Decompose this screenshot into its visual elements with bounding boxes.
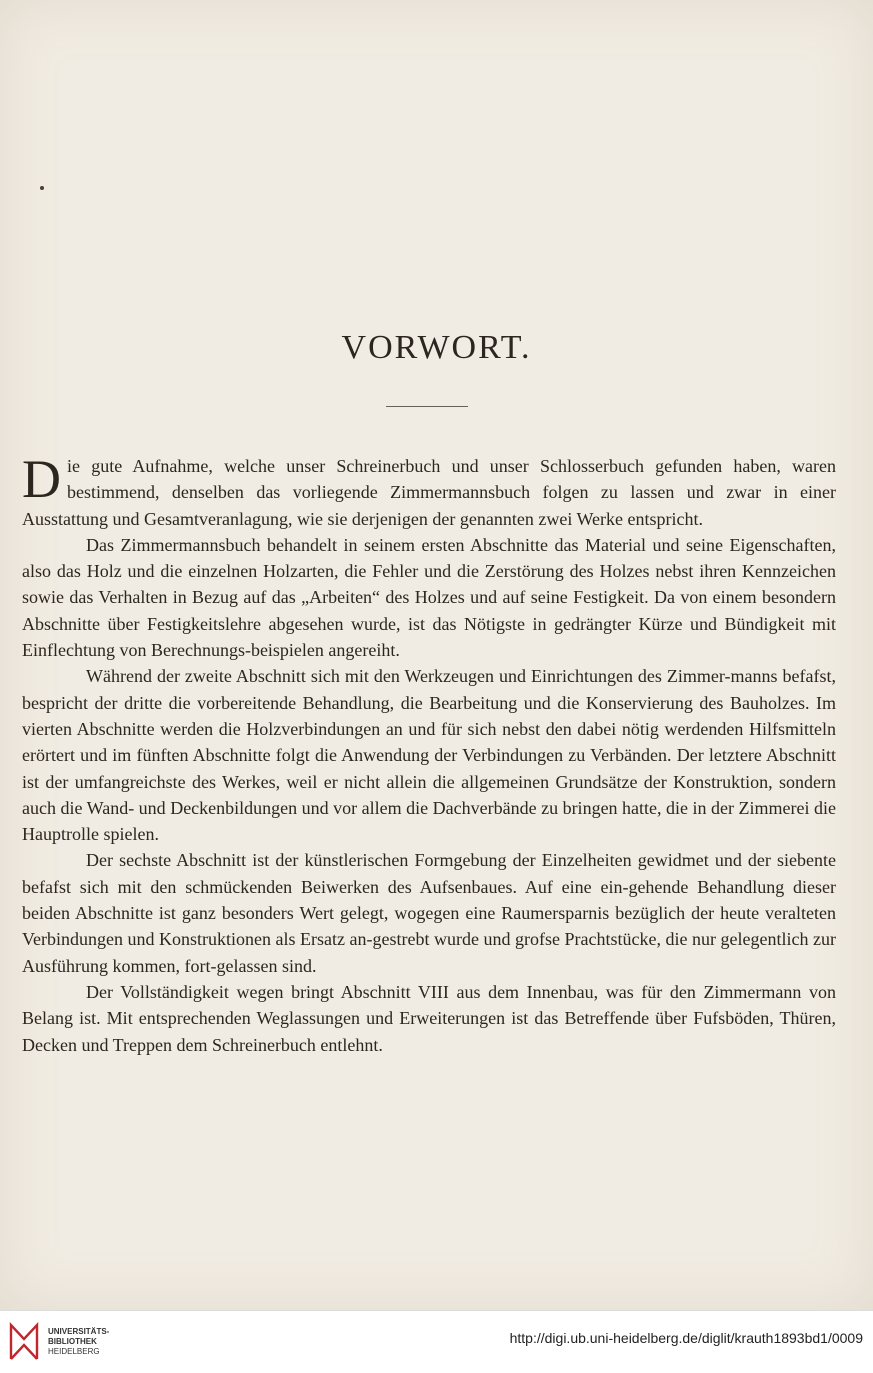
paragraph-3: Während der zweite Abschnitt sich mit den Werkzeugen und Einrichtungen des Zimmer-manns befafst, bespricht der dritte die vorbereitende Behandlung, die Bearbeitung und die Konservierung des Bauholzes. Im vierten Abschnitte werden die Holzverbindungen an und für sich nebst den dabei nötig werdenden Hilfsmitteln erörtert und im fünften Abschnitte folgt die Anwendung der Verbindungen zu Verbänden. Der letztere Abschnitt ist der umfangreichste des Werkes, weil er nicht allein die allgemeinen Grundsätze der Konstruktion, sondern auch die Wand- und Deckenbildungen und vor allem die Dachverbände zu bringen hatte, die in der Zimmerei die Hauptrolle spielen. [22, 666, 836, 845]
paragraph-1 [22, 449, 836, 532]
paragraph-1-text: ie gute Aufnahme, welche unser Schreinerbuch und unser Schlosserbuch gefunden haben, waren bestimmend, denselben das vorliegende Zimmermannsbuch folgen zu lassen und zwar in einer Ausstattung und Gesamtveranlagung, wie sie derjenigen der genannten zwei Werke entspricht. [22, 456, 836, 529]
library-name [48, 1327, 109, 1357]
page-title: VORWORT. [341, 329, 532, 366]
paragraph-5: Der Vollständigkeit wegen bringt Abschnitt VIII aus dem Innenbau, was für den Zimmermann von Belang ist. Mit entsprechenden Weglassungen und Erweiterungen ist das Betreffende über Fufsböden, Thüren, Decken und Treppen dem Schreinerbuch entlehnt. [22, 981, 836, 1055]
library-name-line3: HEIDELBERG [48, 1347, 100, 1356]
paragraph-2: Das Zimmermannsbuch behandelt in seinem ersten Abschnitte das Material und seine Eigenschaften, also das Holz und die einzelnen Holzarten, die Fehler und die Zerstörung des Holzes nebst ihren Kennzeichen sowie das Verhalten in Bezug auf das „Arbeiten“ des Holzes und auf seine Festigkeit. Da von einem besondern Abschnitte über Festigkeitslehre abgesehen wurde, ist das Nötigste in gedrängter Kürze und Bündigkeit mit Einflechtung von Berechnungs-beispielen angereiht. [22, 534, 836, 661]
library-name-line1: UNIVERSITÄTS- [48, 1327, 110, 1336]
preface-body [22, 449, 836, 1058]
print-speck [40, 186, 44, 190]
university-library-logo-icon [8, 1319, 40, 1363]
title-divider [386, 406, 468, 407]
drop-cap: D [22, 449, 61, 509]
source-url-link[interactable]: http://digi.ub.uni-heidelberg.de/diglit/krauth1893bd1/0009 [509, 1330, 863, 1346]
footer-bar [0, 1310, 873, 1373]
library-name-line2: BIBLIOTHEK [48, 1337, 97, 1346]
paragraph-4: Der sechste Abschnitt ist der künstlerischen Formgebung der Einzelheiten gewidmet und der siebente befafst sich mit den schmückenden Beiwerken des Aufsenbaues. Auf eine ein-gehende Behandlung dieser beiden Abschnitte ist ganz besonders Wert gelegt, wogegen eine Raumersparnis bezüglich der heute veralteten Verbindungen und Konstruktionen als Ersatz an-gestrebt wurde und grofse Prachtstücke, die nur gelegentlich zur Ausführung kommen, fort-gelassen sind. [22, 850, 836, 976]
